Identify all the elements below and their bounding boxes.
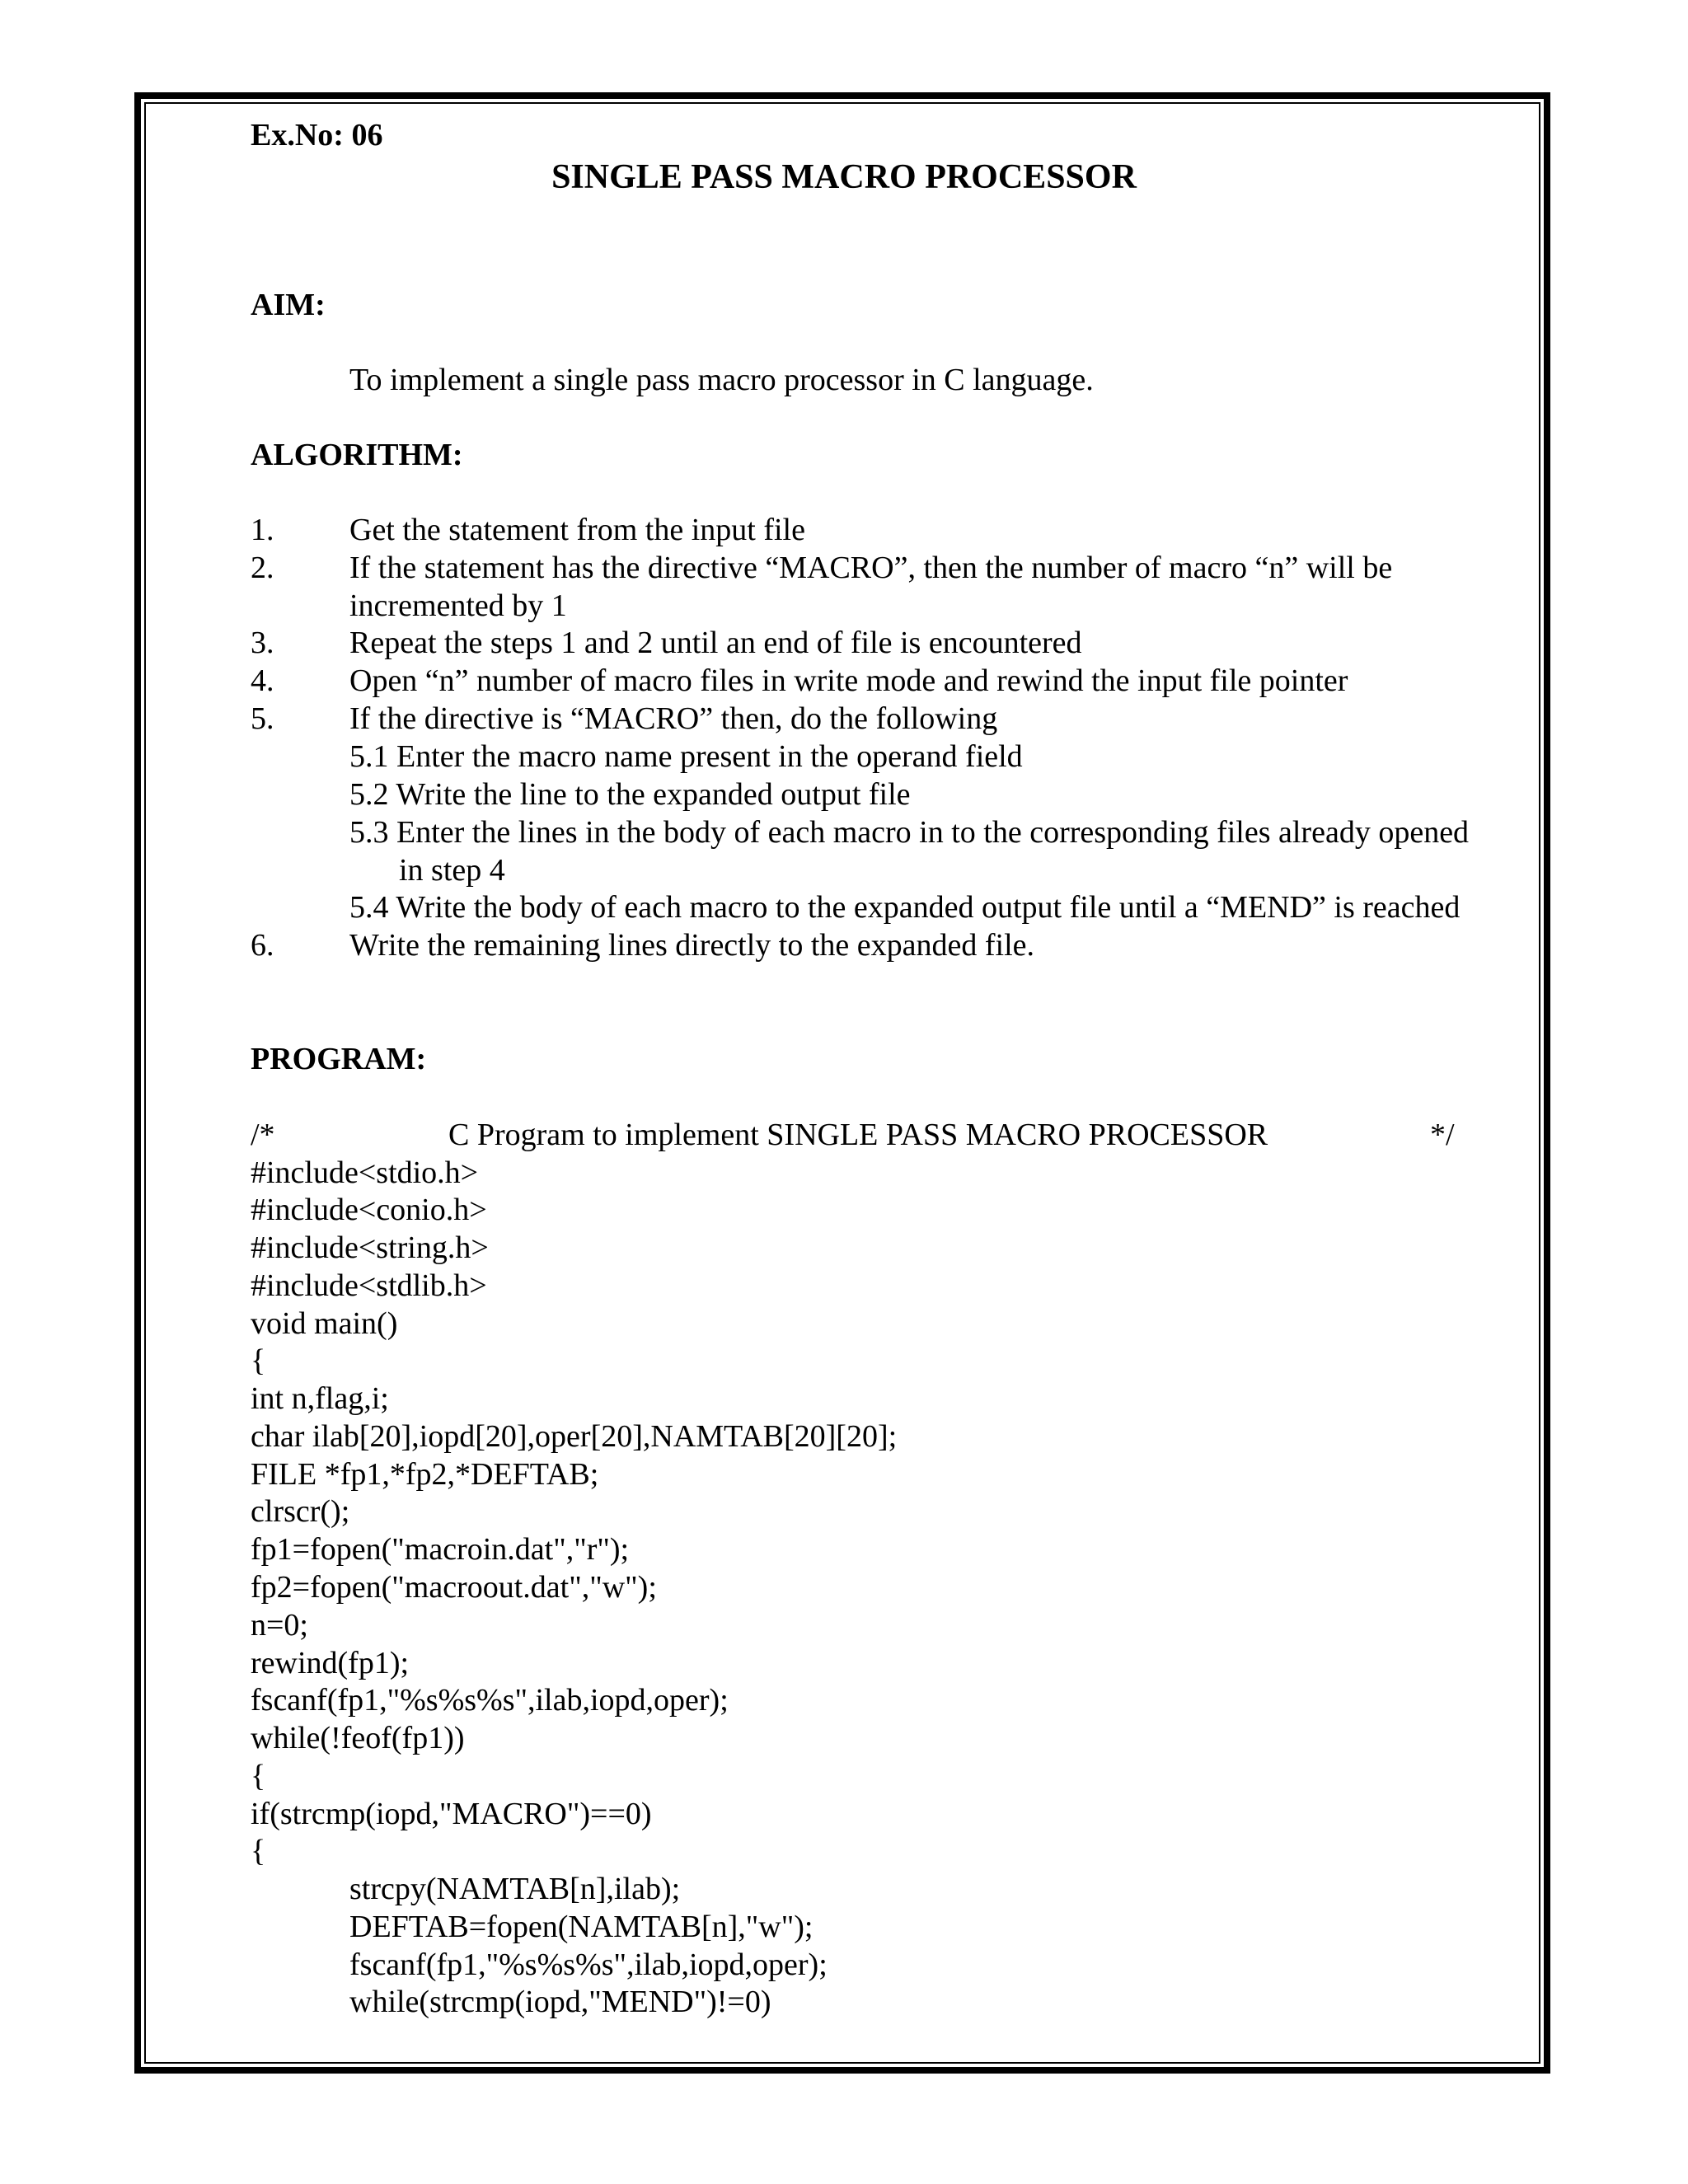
- step-text: Open “n” number of macro files in write mode and rewind the input file pointer: [349, 663, 1348, 698]
- code-line: clrscr();: [251, 1494, 350, 1529]
- code-line: {: [251, 1759, 266, 1793]
- step-text: 5.1 Enter the macro name present in the operand field: [349, 739, 1023, 774]
- code-line: while(strcmp(iopd,"MEND")!=0): [349, 1985, 771, 2019]
- step-number: 6.: [251, 928, 274, 963]
- step-text: If the directive is “MACRO” then, do the following: [349, 701, 998, 736]
- code-line: strcpy(NAMTAB[n],ilab);: [349, 1872, 681, 1906]
- step-text: Get the statement from the input file: [349, 513, 805, 547]
- aim-heading: AIM:: [251, 288, 326, 322]
- step-text: If the statement has the directive “MACRO”, then the number of macro “n” will be: [349, 551, 1393, 585]
- step-text: Write the remaining lines directly to the expanded file.: [349, 928, 1035, 963]
- code-line: if(strcmp(iopd,"MACRO")==0): [251, 1797, 652, 1831]
- comment-open: /*: [251, 1118, 275, 1152]
- step-number: 4.: [251, 663, 274, 698]
- code-line: while(!feof(fp1)): [251, 1721, 465, 1755]
- step-text: incremented by 1: [349, 588, 567, 623]
- step-number: 5.: [251, 701, 274, 736]
- code-line: {: [251, 1834, 266, 1868]
- algorithm-heading: ALGORITHM:: [251, 438, 463, 472]
- aim-text: To implement a single pass macro processor in C language.: [349, 363, 1094, 397]
- code-line: fscanf(fp1,"%s%s%s",ilab,iopd,oper);: [251, 1683, 729, 1718]
- code-line: fscanf(fp1,"%s%s%s",ilab,iopd,oper);: [349, 1947, 828, 1982]
- comment-text: C Program to implement SINGLE PASS MACRO PROCESSOR: [448, 1118, 1268, 1152]
- code-line: rewind(fp1);: [251, 1646, 410, 1680]
- step-text: 5.2 Write the line to the expanded output file: [349, 777, 911, 812]
- page-title: SINGLE PASS MACRO PROCESSOR: [551, 158, 1137, 196]
- code-line: FILE *fp1,*fp2,*DEFTAB;: [251, 1457, 599, 1492]
- step-text: Repeat the steps 1 and 2 until an end of file is encountered: [349, 626, 1082, 660]
- step-number: 1.: [251, 513, 274, 547]
- code-line: fp1=fopen("macroin.dat","r");: [251, 1532, 630, 1567]
- code-line: #include<string.h>: [251, 1230, 489, 1265]
- code-line: n=0;: [251, 1608, 308, 1643]
- step-number: 2.: [251, 551, 274, 585]
- code-line: {: [251, 1343, 266, 1378]
- step-number: 3.: [251, 626, 274, 660]
- code-line: DEFTAB=fopen(NAMTAB[n],"w");: [349, 1910, 814, 1944]
- code-line: void main(): [251, 1306, 398, 1341]
- exercise-number: Ex.No: 06: [251, 118, 383, 152]
- code-line: int n,flag,i;: [251, 1381, 389, 1416]
- step-text: 5.4 Write the body of each macro to the expanded output file until a “MEND” is reached: [349, 890, 1461, 925]
- code-line: char ilab[20],iopd[20],oper[20],NAMTAB[20][20];: [251, 1419, 898, 1454]
- code-line: #include<stdio.h>: [251, 1155, 479, 1190]
- code-line: #include<conio.h>: [251, 1193, 487, 1227]
- comment-close: */: [1430, 1118, 1455, 1152]
- program-heading: PROGRAM:: [251, 1042, 427, 1076]
- step-text: 5.3 Enter the lines in the body of each macro in to the corresponding files already opened: [349, 815, 1470, 850]
- step-text: in step 4: [399, 853, 505, 888]
- code-line: #include<stdlib.h>: [251, 1268, 487, 1303]
- code-line: fp2=fopen("macroout.dat","w");: [251, 1570, 657, 1605]
